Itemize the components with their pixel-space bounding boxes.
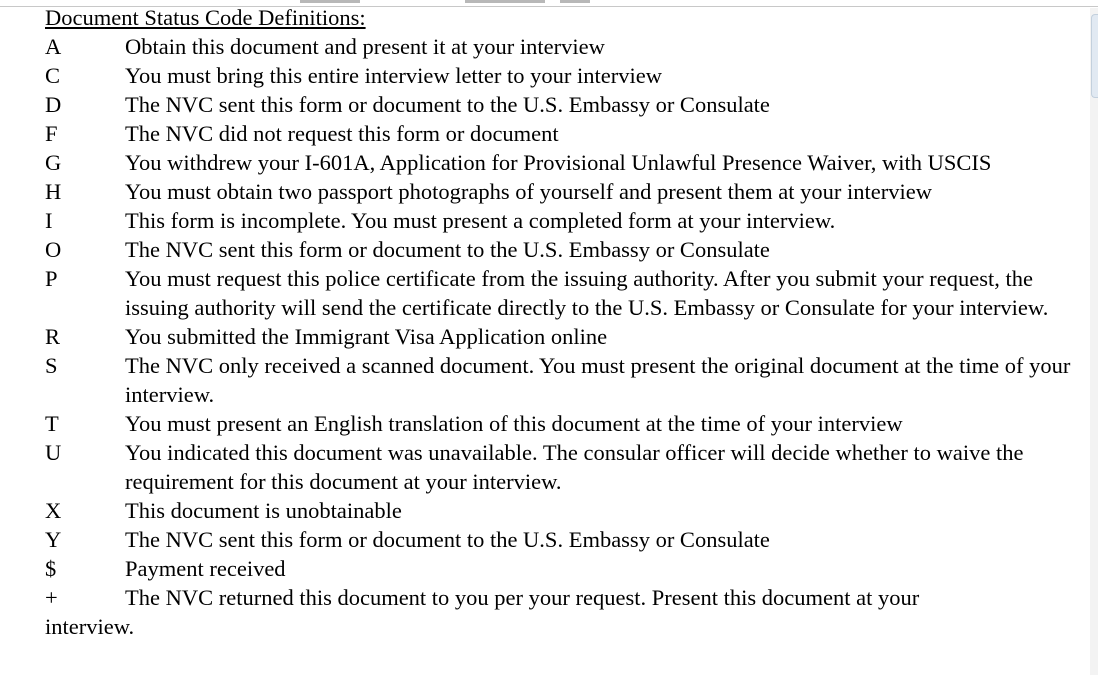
code-description: This document is unobtainable: [125, 498, 402, 523]
status-code: T: [45, 411, 59, 436]
code-description: Payment received: [125, 556, 286, 581]
code-description: This form is incomplete. You must present a completed form at your interview.: [125, 208, 836, 233]
status-code: F: [45, 121, 58, 146]
status-code: I: [45, 208, 53, 233]
status-code: G: [45, 150, 62, 175]
code-description: You withdrew your I-601A, Application for Provisional Unlawful Presence Waiver, with USCIS: [125, 150, 992, 175]
status-code: H: [45, 179, 62, 204]
scrollbar-thumb[interactable]: [1091, 14, 1098, 98]
code-row: [45, 90, 1090, 119]
code-row: [45, 322, 1090, 351]
code-row: [45, 235, 1090, 264]
code-row: [45, 61, 1090, 90]
code-row: [45, 554, 1090, 583]
code-description: The NVC sent this form or document to the U.S. Embassy or Consulate: [125, 237, 770, 262]
status-code: Y: [45, 527, 62, 552]
code-description: The NVC sent this form or document to the U.S. Embassy or Consulate: [125, 92, 770, 117]
code-description: You must request this police certificate from the issuing authority. After you submit your request, the issuing authority will send the certificate directly to the U.S. Embassy or Consulate for your interview.: [125, 266, 1049, 320]
code-description: Obtain this document and present it at your interview: [125, 34, 605, 59]
code-description: The NVC only received a scanned document. You must present the original document at the time of your interview.: [125, 353, 1071, 407]
status-code: U: [45, 440, 62, 465]
vertical-scrollbar[interactable]: [1090, 8, 1098, 675]
section-heading: Document Status Code Definitions:: [45, 5, 366, 30]
code-row: [45, 32, 1090, 61]
status-code: P: [45, 266, 58, 291]
code-description: You submitted the Immigrant Visa Application online: [125, 324, 608, 349]
code-row: [45, 206, 1090, 235]
status-code: O: [45, 237, 62, 262]
code-row: [45, 351, 1090, 409]
status-code: +: [45, 585, 58, 610]
code-row: [45, 119, 1090, 148]
code-row-last: [45, 583, 1090, 612]
code-description: You must present an English translation of this document at the time of your interview: [125, 411, 903, 436]
code-row: [45, 496, 1090, 525]
status-code: C: [45, 63, 61, 88]
code-row: [45, 525, 1090, 554]
code-description: You indicated this document was unavailable. The consular officer will decide whether to waive the requirement for this document at your interview.: [125, 440, 1024, 494]
status-code: D: [45, 92, 62, 117]
code-description: The NVC sent this form or document to the U.S. Embassy or Consulate: [125, 527, 770, 552]
status-code: A: [45, 34, 62, 59]
status-code: $: [45, 556, 57, 581]
code-description-continuation: interview.: [45, 614, 135, 639]
status-code: X: [45, 498, 62, 523]
code-definition-list: [45, 32, 1090, 583]
code-row: [45, 264, 1090, 322]
code-description: The NVC did not request this form or document: [125, 121, 559, 146]
code-row: [45, 177, 1090, 206]
code-description: The NVC returned this document to you per your request. Present this document at your: [125, 585, 920, 610]
code-description: You must bring this entire interview letter to your interview: [125, 63, 663, 88]
code-row: [45, 409, 1090, 438]
code-row: [45, 148, 1090, 177]
status-code: S: [45, 353, 58, 378]
document-body: [45, 3, 1090, 641]
status-code: R: [45, 324, 61, 349]
code-description: You must obtain two passport photographs of yourself and present them at your interview: [125, 179, 932, 204]
code-row: [45, 438, 1090, 496]
